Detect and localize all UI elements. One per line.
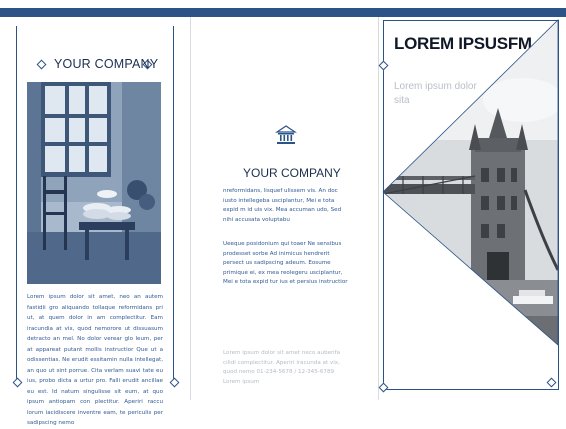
middle-paragraph-1: nreformidans, lisquef ulissem vis. An doc iusto intellegeba usciplantur, Mei e tota expid m id uis vix. Mea accuman udo, Sed nihi accusata voluptabu — [223, 188, 342, 223]
middle-footer-contact: Lorem ipsum dolor sit amet neco aubenfa cilidi complectitur. Aperiri iracunda at vix, quod nemo 01-234-5678 / 12-345-6789 Lorem ipsum — [223, 350, 341, 385]
top-accent-bar — [0, 8, 566, 17]
fold-line-2 — [378, 17, 379, 400]
fold-line-1 — [190, 17, 191, 400]
right-subtitle: Lorem ipsum dolor sita — [394, 81, 477, 106]
room-photo — [27, 82, 161, 284]
building-columns-icon — [275, 124, 297, 146]
middle-paragraph-2: Ueeque posidonium qui toaer Ne sensibus prodesset sorbe Ad inimicus hendrerit persect us sadipscing adeum. Eosume primique ei, ex mea reolegeru usciplantur, Mei e tota expid tur ius et persius instructior — [223, 241, 348, 285]
left-frame-line — [16, 26, 17, 386]
room-photo-svg — [27, 82, 161, 284]
left-body-text: Lorem ipsum dolor sit amet, neo an autem fastidii gro aliquando tollaque reformidans pri ut, at quem dolor in am complectitur. Eam iracundia at vix, quod nemorore ut dissuasum detracto an mel. No dolor verear glo leum, per at appareat putant mollis instructior Que ut a odissentias. Ne erudit essitamin nulla intellegat, an quo ut sint porrue. Cita verlam suavi tate eu ius, probo dicta a urtur pro. Falli erudit ancillae eu est. Id natum singulisse sit eum, at quo ipsum antiopam con plectitur. Aperiri raccu lorum iacidiscere inventre eam, te periculis per sadipscing nemo — [27, 294, 163, 426]
tower-bridge-photo — [383, 20, 558, 390]
right-title: LOREM IPSUSFM — [394, 34, 532, 53]
left-heading: YOUR COMPANY — [54, 57, 159, 71]
middle-heading: YOUR COMPANY — [243, 166, 341, 180]
left-frame-line-right — [173, 26, 174, 386]
